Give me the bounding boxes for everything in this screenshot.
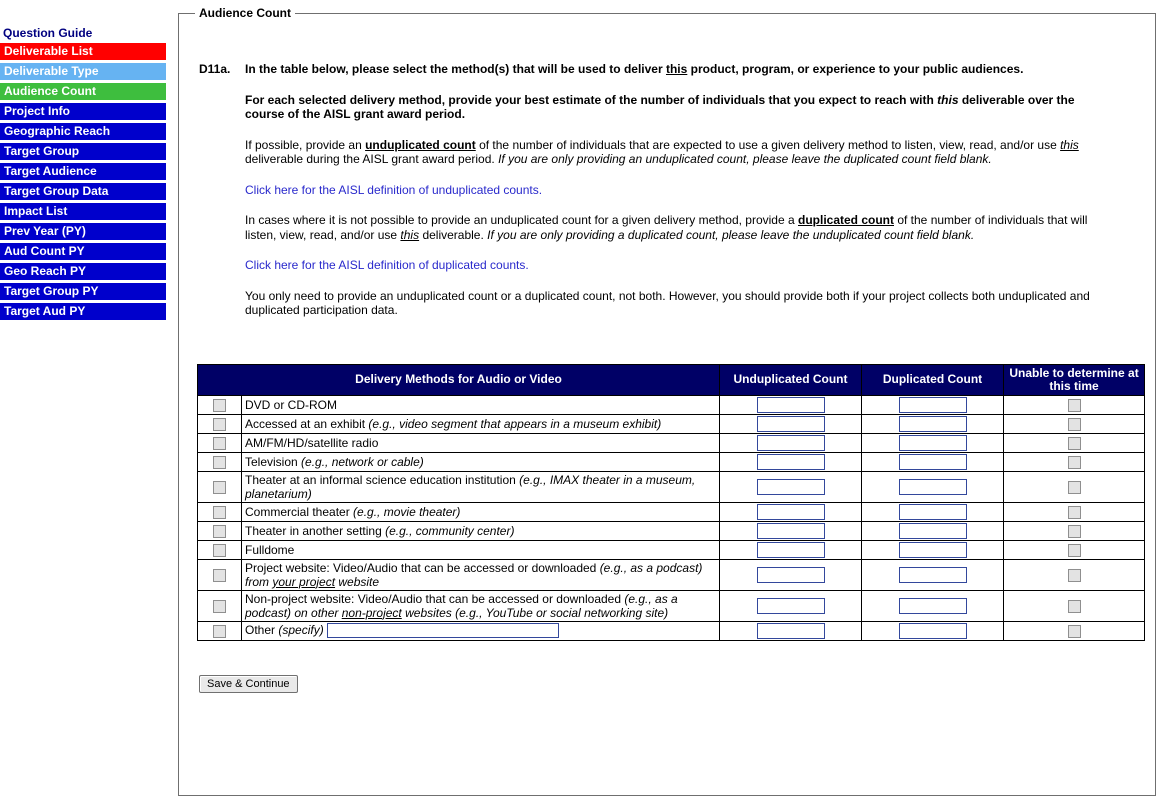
sidebar-item-prev-year-py[interactable]: Prev Year (PY): [0, 223, 166, 240]
fieldset-legend: Audience Count: [199, 6, 291, 20]
method-select-checkbox[interactable]: [213, 525, 226, 538]
unable-to-determine-checkbox[interactable]: [1068, 437, 1081, 450]
sidebar-item-audience-count[interactable]: Audience Count: [0, 83, 166, 100]
sidebar-items: [0, 43, 166, 320]
method-label: [242, 521, 720, 540]
unable-to-determine-checkbox[interactable]: [1068, 399, 1081, 412]
text-segment: Project website: Video/Audio that can be accessed or downloaded: [245, 560, 600, 575]
method-select-checkbox[interactable]: [213, 506, 226, 519]
method-label: [242, 540, 720, 559]
text-segment: of the number of individuals that will listen, view, read, and/or use: [245, 213, 1088, 242]
unduplicated-count-input[interactable]: [757, 435, 825, 451]
sidebar-title: Question Guide: [3, 26, 93, 40]
col-header-unable-to-determine: Unable to determine at this time: [1004, 364, 1145, 395]
delivery-method-row: [198, 621, 1145, 640]
text-segment: Other: [245, 622, 279, 637]
text-segment: In cases where it is not possible to provide an unduplicated count for a given delivery method, provide a: [245, 213, 798, 227]
delivery-method-row: [198, 502, 1145, 521]
text-segment: (e.g., YouTube or social networking site): [455, 605, 669, 620]
text-segment: duplicated count: [798, 213, 894, 227]
col-header-delivery-methods: Delivery Methods for Audio or Video: [198, 364, 720, 395]
text-segment: product, program, or experience to your public audiences.: [687, 62, 1024, 76]
text-segment: deliverable.: [419, 227, 488, 242]
unable-to-determine-checkbox[interactable]: [1068, 544, 1081, 557]
delivery-method-row: [198, 540, 1145, 559]
unduplicated-count-input[interactable]: [757, 523, 825, 539]
unable-to-determine-checkbox[interactable]: [1068, 456, 1081, 469]
text-segment: If possible, provide an: [245, 137, 366, 152]
col-header-unduplicated-count: Unduplicated Count: [720, 364, 862, 395]
unduplicated-count-input[interactable]: [757, 416, 825, 432]
sidebar-item-target-group-py[interactable]: Target Group PY: [0, 283, 166, 300]
method-select-checkbox[interactable]: [213, 625, 226, 638]
question-row: [199, 62, 1145, 334]
text-segment: unduplicated count: [365, 137, 476, 152]
save-continue-button[interactable]: Save & Continue: [199, 675, 298, 693]
sidebar-item-deliverable-type[interactable]: Deliverable Type: [0, 63, 166, 80]
col-header-duplicated-count: Duplicated Count: [862, 364, 1004, 395]
text-segment: If you are only providing an unduplicated count, please leave the duplicated count field blank.: [498, 152, 992, 166]
definition-link[interactable]: Click here for the AISL definition of duplicated counts.: [245, 258, 529, 272]
text-segment: AM/FM/HD/satellite radio: [245, 435, 379, 450]
other-specify-input[interactable]: [327, 623, 559, 638]
method-label: [242, 559, 720, 590]
duplicated-count-input[interactable]: [899, 416, 967, 432]
duplicated-count-input[interactable]: [899, 454, 967, 470]
text-segment: your project: [272, 574, 336, 589]
method-label: [242, 414, 720, 433]
unduplicated-count-input[interactable]: [757, 504, 825, 520]
method-label: [242, 433, 720, 452]
text-segment: deliverable over the course of the AISL grant award period.: [245, 92, 1075, 121]
question-guide-sidebar: [0, 26, 166, 323]
method-select-checkbox[interactable]: [213, 569, 226, 582]
unable-to-determine-checkbox[interactable]: [1068, 569, 1081, 582]
definition-link[interactable]: Click here for the AISL definition of unduplicated counts.: [245, 182, 543, 197]
text-segment: deliverable during the AISL grant award period.: [245, 152, 499, 166]
audience-count-fieldset: [178, 6, 1156, 796]
text-segment: If you are only providing a duplicated count, please leave the unduplicated count field blank.: [487, 227, 975, 242]
text-segment: this: [400, 227, 420, 242]
text-segment: this: [665, 62, 688, 76]
duplicated-count-input[interactable]: [899, 523, 967, 539]
delivery-methods-table: [197, 364, 1145, 641]
text-segment: of the number of individuals that are expected to use a given delivery method to listen, view, read, and/or use: [475, 137, 1061, 152]
unable-to-determine-checkbox[interactable]: [1068, 525, 1081, 538]
delivery-method-row: [198, 433, 1145, 452]
sidebar-item-deliverable-list[interactable]: Deliverable List: [0, 43, 166, 60]
delivery-method-row: [198, 471, 1145, 502]
delivery-table-body: [198, 395, 1145, 640]
text-segment: You only need to provide an unduplicated count or a duplicated count, not both. However, you should provide both if your project collects both unduplicated and duplicated participation data.: [245, 288, 1090, 317]
sidebar-item-geographic-reach[interactable]: Geographic Reach: [0, 123, 166, 140]
text-segment: (specify): [278, 622, 324, 637]
text-segment: Fulldome: [245, 542, 295, 557]
text-segment: (e.g., video segment that appears in a museum exhibit): [368, 416, 662, 431]
method-label: [242, 471, 720, 502]
text-segment: Television: [245, 454, 302, 469]
text-segment: Theater in another setting: [245, 523, 386, 538]
text-segment: (e.g., movie theater): [353, 504, 461, 519]
delivery-method-row: [198, 590, 1145, 621]
method-select-checkbox[interactable]: [213, 544, 226, 557]
text-segment: For each selected delivery method, provide your best estimate of the number of individuals that you expect to reach with: [245, 92, 938, 107]
question-number: D11a.: [199, 62, 231, 76]
unduplicated-count-input[interactable]: [757, 397, 825, 413]
unduplicated-count-input[interactable]: [757, 454, 825, 470]
unduplicated-count-input[interactable]: [757, 567, 825, 583]
method-select-checkbox[interactable]: [213, 456, 226, 469]
sidebar-item-project-info[interactable]: Project Info: [0, 103, 166, 120]
duplicated-count-input[interactable]: [899, 567, 967, 583]
method-select-checkbox[interactable]: [213, 600, 226, 613]
delivery-method-row: [198, 414, 1145, 433]
delivery-method-row: [198, 559, 1145, 590]
method-label: [242, 590, 720, 621]
duplicated-count-input[interactable]: [899, 397, 967, 413]
table-header-row: [198, 364, 1145, 395]
duplicated-count-input[interactable]: [899, 435, 967, 451]
question-paragraph: [245, 289, 1117, 318]
unable-to-determine-checkbox[interactable]: [1068, 600, 1081, 613]
text-segment: this: [1060, 137, 1079, 152]
text-segment: Accessed at an exhibit: [245, 416, 369, 431]
duplicated-count-input[interactable]: [899, 479, 967, 495]
text-segment: websites: [401, 605, 456, 620]
unduplicated-count-input[interactable]: [757, 623, 825, 639]
duplicated-count-input[interactable]: [899, 542, 967, 558]
text-segment: Non-project website: Video/Audio that can be accessed or downloaded: [245, 591, 625, 606]
sidebar-item-target-aud-py[interactable]: Target Aud PY: [0, 303, 166, 320]
text-segment: (e.g., as a podcast) from: [245, 560, 703, 589]
text-segment: In the table below, please select the method(s) that will be used to deliver: [245, 62, 666, 76]
delivery-method-row: [198, 452, 1145, 471]
delivery-method-row: [198, 521, 1145, 540]
unduplicated-count-input[interactable]: [757, 598, 825, 614]
method-label: [242, 621, 720, 640]
question-blocks: [245, 62, 1117, 334]
unable-to-determine-checkbox[interactable]: [1068, 481, 1081, 494]
method-select-checkbox[interactable]: [213, 481, 226, 494]
text-segment: Commercial theater: [245, 504, 354, 519]
duplicated-count-input[interactable]: [899, 623, 967, 639]
method-select-checkbox[interactable]: [213, 437, 226, 450]
text-segment: this: [937, 92, 959, 107]
sidebar-item-target-group[interactable]: Target Group: [0, 143, 166, 160]
method-label: [242, 452, 720, 471]
text-segment: website: [335, 574, 380, 589]
text-segment: (e.g., as a podcast) on other: [245, 591, 678, 620]
text-segment: Theater at an informal science education institution: [245, 472, 520, 487]
unable-to-determine-checkbox[interactable]: [1068, 418, 1081, 431]
question-paragraph: [245, 213, 1117, 242]
method-select-checkbox[interactable]: [213, 418, 226, 431]
text-segment: DVD or CD-ROM: [245, 397, 337, 412]
duplicated-count-input[interactable]: [899, 504, 967, 520]
delivery-method-row: [198, 395, 1145, 414]
duplicated-count-input[interactable]: [899, 598, 967, 614]
sidebar-item-aud-count-py[interactable]: Aud Count PY: [0, 243, 166, 260]
question-paragraph: [245, 93, 1117, 122]
unduplicated-count-input[interactable]: [757, 479, 825, 495]
sidebar-item-target-group-data[interactable]: Target Group Data: [0, 183, 166, 200]
method-label: [242, 502, 720, 521]
text-segment: (e.g., network or cable): [301, 454, 424, 469]
sidebar-item-impact-list[interactable]: Impact List: [0, 203, 166, 220]
method-label: [242, 395, 720, 414]
question-paragraph: [245, 138, 1117, 167]
sidebar-item-target-audience[interactable]: Target Audience: [0, 163, 166, 180]
unable-to-determine-checkbox[interactable]: [1068, 506, 1081, 519]
text-segment: (e.g., community center): [385, 523, 515, 538]
question-paragraph: [245, 62, 1117, 77]
text-segment: (e.g., IMAX theater in a museum, planetarium): [245, 472, 696, 501]
unable-to-determine-checkbox[interactable]: [1068, 625, 1081, 638]
method-select-checkbox[interactable]: [213, 399, 226, 412]
text-segment: non-project: [341, 605, 402, 620]
sidebar-item-geo-reach-py[interactable]: Geo Reach PY: [0, 263, 166, 280]
unduplicated-count-input[interactable]: [757, 542, 825, 558]
